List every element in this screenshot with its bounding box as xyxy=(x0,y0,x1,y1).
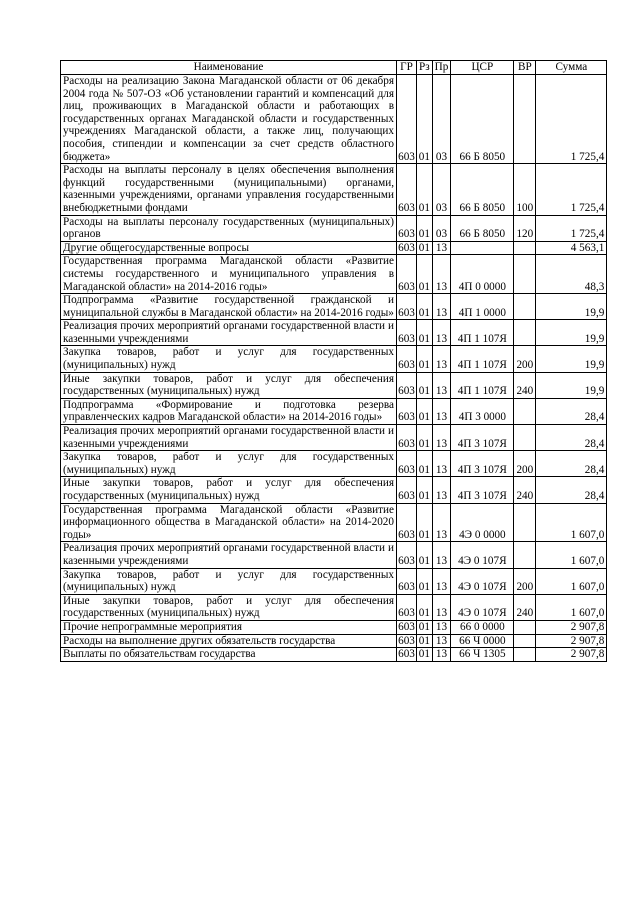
table-row xyxy=(61,568,607,594)
table-row xyxy=(61,477,607,503)
csr-cell: 4Э 0 107Я xyxy=(451,568,514,594)
rz-cell: 01 xyxy=(417,320,433,346)
table-row xyxy=(61,451,607,477)
rz-cell: 01 xyxy=(417,75,433,164)
pr-cell: 13 xyxy=(432,346,451,372)
csr-cell: 4Э 0 0000 xyxy=(451,503,514,542)
sum-cell: 1 725,4 xyxy=(536,164,607,215)
csr-cell: 66 Б 8050 xyxy=(451,164,514,215)
table-row xyxy=(61,398,607,424)
rz-cell: 01 xyxy=(417,398,433,424)
vr-cell xyxy=(514,620,536,634)
name-cell: Реализация прочих мероприятий органами государственной власти и казенными учреждениями xyxy=(61,320,397,346)
vr-cell xyxy=(514,294,536,320)
header-vr: ВР xyxy=(514,61,536,75)
csr-cell: 4П 3 107Я xyxy=(451,477,514,503)
pr-cell: 13 xyxy=(432,503,451,542)
rz-cell: 01 xyxy=(417,594,433,620)
csr-cell: 4П 1 107Я xyxy=(451,372,514,398)
name-cell: Закупка товаров, работ и услуг для государственных (муниципальных) нужд xyxy=(61,451,397,477)
name-cell: Подпрограмма «Развитие государственной гражданской и муниципальной службы в Магаданской области» на 2014-2016 годы» xyxy=(61,294,397,320)
gr-cell: 603 xyxy=(397,568,417,594)
name-cell: Реализация прочих мероприятий органами государственной власти и казенными учреждениями xyxy=(61,425,397,451)
rz-cell: 01 xyxy=(417,294,433,320)
table-row xyxy=(61,241,607,255)
csr-cell: 4П 3 0000 xyxy=(451,398,514,424)
name-cell: Государственная программа Магаданской области «Развитие информационного общества в Магаданской области» на 2014-2020 годы» xyxy=(61,503,397,542)
rz-cell: 01 xyxy=(417,634,433,648)
rz-cell: 01 xyxy=(417,346,433,372)
name-cell: Расходы на выплаты персоналу государственных (муниципальных) органов xyxy=(61,215,397,241)
pr-cell: 13 xyxy=(432,542,451,568)
sum-cell: 1 607,0 xyxy=(536,542,607,568)
rz-cell: 01 xyxy=(417,255,433,294)
rz-cell: 01 xyxy=(417,451,433,477)
vr-cell: 200 xyxy=(514,568,536,594)
sum-cell: 19,9 xyxy=(536,294,607,320)
sum-cell: 28,4 xyxy=(536,451,607,477)
gr-cell: 603 xyxy=(397,75,417,164)
header-gr: ГР xyxy=(397,61,417,75)
csr-cell: 4П 1 107Я xyxy=(451,346,514,372)
vr-cell xyxy=(514,241,536,255)
pr-cell: 03 xyxy=(432,75,451,164)
header-csr: ЦСР xyxy=(451,61,514,75)
csr-cell: 4П 1 0000 xyxy=(451,294,514,320)
pr-cell: 13 xyxy=(432,451,451,477)
rz-cell: 01 xyxy=(417,648,433,662)
csr-cell: 4П 0 0000 xyxy=(451,255,514,294)
name-cell: Закупка товаров, работ и услуг для государственных (муниципальных) нужд xyxy=(61,346,397,372)
header-pr: Пр xyxy=(432,61,451,75)
sum-cell: 28,4 xyxy=(536,477,607,503)
gr-cell: 603 xyxy=(397,451,417,477)
gr-cell: 603 xyxy=(397,372,417,398)
vr-cell: 240 xyxy=(514,372,536,398)
vr-cell: 200 xyxy=(514,346,536,372)
name-cell: Реализация прочих мероприятий органами государственной власти и казенными учреждениями xyxy=(61,542,397,568)
csr-cell: 4Э 0 107Я xyxy=(451,542,514,568)
gr-cell: 603 xyxy=(397,294,417,320)
pr-cell: 03 xyxy=(432,215,451,241)
budget-table xyxy=(60,60,607,662)
csr-cell: 66 0 0000 xyxy=(451,620,514,634)
rz-cell: 01 xyxy=(417,215,433,241)
pr-cell: 13 xyxy=(432,294,451,320)
sum-cell: 2 907,8 xyxy=(536,634,607,648)
vr-cell xyxy=(514,503,536,542)
csr-cell: 66 Ч 1305 xyxy=(451,648,514,662)
csr-cell: 66 Б 8050 xyxy=(451,75,514,164)
name-cell: Выплаты по обязательствам государства xyxy=(61,648,397,662)
pr-cell: 13 xyxy=(432,372,451,398)
table-row xyxy=(61,425,607,451)
table-row xyxy=(61,294,607,320)
table-row xyxy=(61,215,607,241)
gr-cell: 603 xyxy=(398,620,415,633)
sum-cell: 2 907,8 xyxy=(536,620,607,634)
name-cell: Иные закупки товаров, работ и услуг для обеспечения государственных (муниципальных) нужд xyxy=(61,477,397,503)
gr-cell: 603 xyxy=(397,594,417,620)
name-cell: Расходы на выплаты персоналу в целях обеспечения выполнения функций государственными (муниципальными) органами, казенными учреждениями, органами управления государственными внебюджетными фондами xyxy=(61,164,397,215)
pr-cell: 13 xyxy=(432,255,451,294)
table-row xyxy=(61,372,607,398)
name-cell: Расходы на выполнение других обязательств государства xyxy=(61,634,397,648)
sum-cell: 2 907,8 xyxy=(536,648,607,662)
pr-cell: 03 xyxy=(432,164,451,215)
table-row xyxy=(61,648,607,662)
sum-cell: 19,9 xyxy=(536,346,607,372)
vr-cell xyxy=(514,320,536,346)
pr-cell: 13 xyxy=(432,398,451,424)
name-cell: Расходы на реализацию Закона Магаданской области от 06 декабря 2004 года № 507-ОЗ «Об установлении гарантий и компенсаций для лиц, проживающих в Магаданской области и работающих в государственных органах Магаданской области и государственных учреждениях Магаданской области, а также лиц, получающих пособия, стипендии и компенсации за счет средств областного бюджета» xyxy=(61,75,397,164)
rz-cell: 01 xyxy=(417,568,433,594)
table-row xyxy=(61,503,607,542)
gr-cell: 603 xyxy=(398,648,415,661)
rz-cell: 01 xyxy=(417,372,433,398)
sum-cell: 4 563,1 xyxy=(536,241,607,255)
gr-cell: 603 xyxy=(397,477,417,503)
pr-cell: 13 xyxy=(432,425,451,451)
gr-cell: 603 xyxy=(397,398,417,424)
vr-cell xyxy=(514,398,536,424)
gr-cell: 603 xyxy=(397,346,417,372)
sum-cell: 1 725,4 xyxy=(536,215,607,241)
table-row xyxy=(61,620,607,634)
vr-cell: 200 xyxy=(514,451,536,477)
name-cell: Прочие непрограммные мероприятия xyxy=(61,620,397,634)
header-rz: Рз xyxy=(417,61,433,75)
table-row xyxy=(61,320,607,346)
vr-cell: 240 xyxy=(514,477,536,503)
gr-cell: 603 xyxy=(397,320,417,346)
table-row xyxy=(61,164,607,215)
gr-cell: 603 xyxy=(397,503,417,542)
csr-cell xyxy=(451,241,514,255)
table-row xyxy=(61,634,607,648)
name-cell: Иные закупки товаров, работ и услуг для обеспечения государственных (муниципальных) нужд xyxy=(61,372,397,398)
vr-cell: 120 xyxy=(514,215,536,241)
table-row xyxy=(61,346,607,372)
csr-cell: 4П 3 107Я xyxy=(451,425,514,451)
sum-cell: 19,9 xyxy=(536,320,607,346)
vr-cell xyxy=(514,75,536,164)
table-row xyxy=(61,75,607,164)
pr-cell: 13 xyxy=(432,568,451,594)
name-cell: Государственная программа Магаданской области «Развитие системы государственного и муниципального управления в Магаданской области» на 2014-2016 годы» xyxy=(61,255,397,294)
sum-cell: 1 607,0 xyxy=(536,503,607,542)
csr-cell: 66 Ч 0000 xyxy=(451,634,514,648)
name-cell: Подпрограмма «Формирование и подготовка резерва управленческих кадров Магаданской области» на 2014-2016 годы» xyxy=(61,398,397,424)
header-sum: Сумма xyxy=(536,61,607,75)
table-row xyxy=(61,255,607,294)
sum-cell: 48,3 xyxy=(536,255,607,294)
gr-cell: 603 xyxy=(397,255,417,294)
gr-cell: 603 xyxy=(397,164,417,215)
pr-cell: 13 xyxy=(432,241,451,255)
csr-cell: 4Э 0 107Я xyxy=(451,594,514,620)
table-row xyxy=(61,594,607,620)
sum-cell: 28,4 xyxy=(536,398,607,424)
name-cell: Иные закупки товаров, работ и услуг для обеспечения государственных (муниципальных) нужд xyxy=(61,594,397,620)
pr-cell: 13 xyxy=(432,477,451,503)
pr-cell: 13 xyxy=(432,634,451,648)
gr-cell: 603 xyxy=(397,425,417,451)
sum-cell: 1 607,0 xyxy=(536,568,607,594)
gr-cell: 603 xyxy=(398,634,415,647)
pr-cell: 13 xyxy=(432,620,451,634)
rz-cell: 01 xyxy=(417,164,433,215)
csr-cell: 66 Б 8050 xyxy=(451,215,514,241)
name-cell: Другие общегосударственные вопросы xyxy=(61,241,397,255)
vr-cell xyxy=(514,634,536,648)
rz-cell: 01 xyxy=(417,542,433,568)
gr-cell: 603 xyxy=(398,241,415,254)
rz-cell: 01 xyxy=(417,620,433,634)
table-row xyxy=(61,542,607,568)
sum-cell: 28,4 xyxy=(536,425,607,451)
header-row xyxy=(61,61,607,75)
sum-cell: 1 725,4 xyxy=(536,75,607,164)
rz-cell: 01 xyxy=(417,477,433,503)
vr-cell xyxy=(514,542,536,568)
vr-cell xyxy=(514,648,536,662)
pr-cell: 13 xyxy=(432,648,451,662)
vr-cell: 240 xyxy=(514,594,536,620)
header-name: Наименование xyxy=(61,61,397,75)
vr-cell xyxy=(514,425,536,451)
vr-cell xyxy=(514,255,536,294)
pr-cell: 13 xyxy=(432,320,451,346)
rz-cell: 01 xyxy=(417,425,433,451)
rz-cell: 01 xyxy=(417,241,433,255)
sum-cell: 1 607,0 xyxy=(536,594,607,620)
gr-cell: 603 xyxy=(397,542,417,568)
name-cell: Закупка товаров, работ и услуг для государственных (муниципальных) нужд xyxy=(61,568,397,594)
csr-cell: 4П 1 107Я xyxy=(451,320,514,346)
vr-cell: 100 xyxy=(514,164,536,215)
rz-cell: 01 xyxy=(417,503,433,542)
pr-cell: 13 xyxy=(432,594,451,620)
sum-cell: 19,9 xyxy=(536,372,607,398)
csr-cell: 4П 3 107Я xyxy=(451,451,514,477)
gr-cell: 603 xyxy=(397,215,417,241)
